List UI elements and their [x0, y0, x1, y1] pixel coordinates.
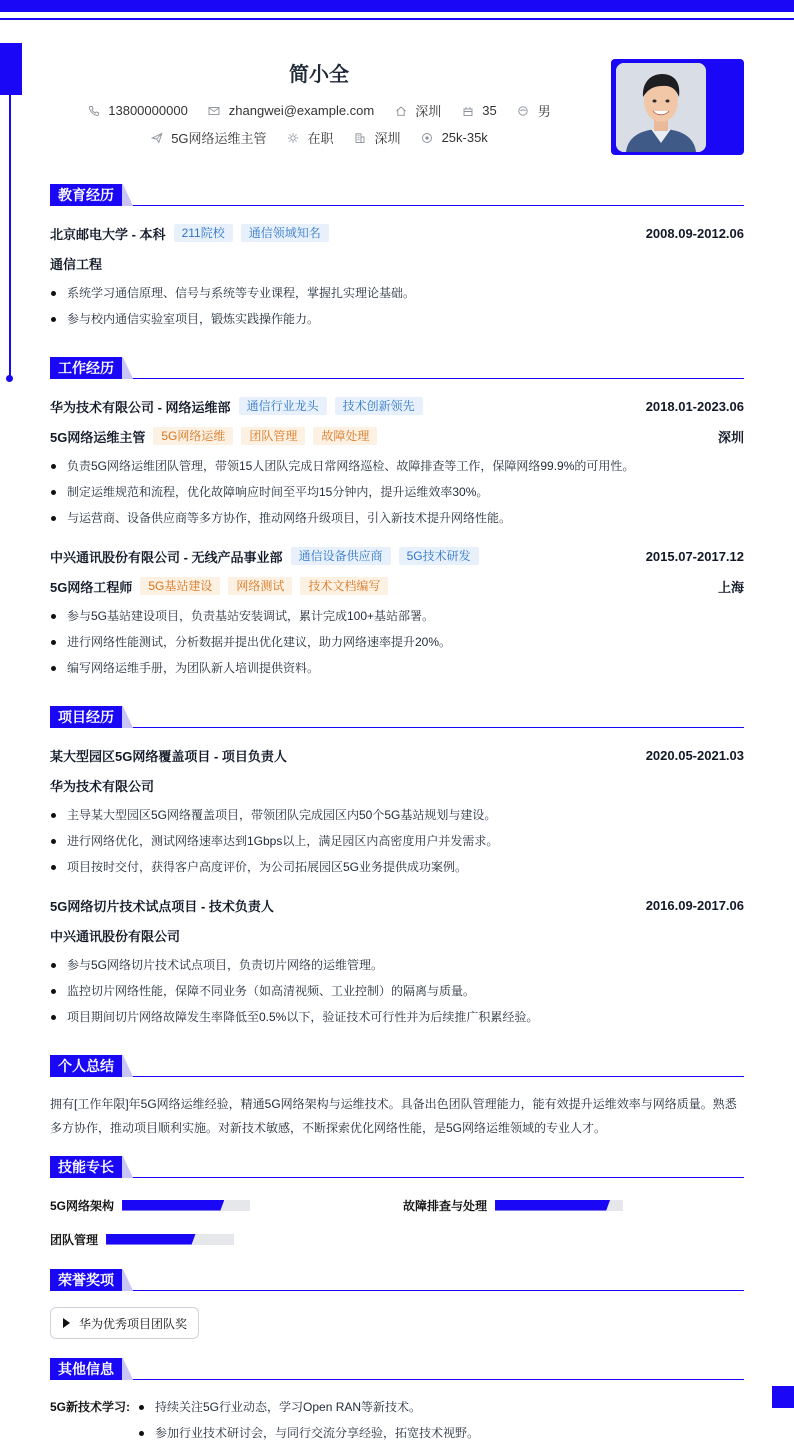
work-bullet: 参与5G基站建设项目，负责基站安装调试，累计完成100+基站部署。 — [50, 607, 744, 625]
top-accent-line — [0, 18, 794, 20]
caret-right-icon — [63, 1318, 70, 1328]
work-bullet: 制定运维规范和流程，优化故障响应时间至平均15分钟内，提升运维效率30%。 — [50, 483, 744, 501]
education-date: 2008.09-2012.06 — [645, 225, 744, 241]
skill-level-fill — [106, 1234, 196, 1245]
education-bullet: 参与校内通信实验室项目，锻炼实践操作能力。 — [50, 310, 744, 328]
role-tag: 故障处理 — [313, 427, 377, 445]
info-phone: 13800000000 — [87, 103, 188, 118]
award-item[interactable] — [50, 1307, 199, 1339]
info-location: 深圳 — [394, 101, 441, 120]
company-tag: 5G技术研发 — [399, 547, 479, 565]
project-title-row — [50, 745, 744, 765]
section-title: 个人总结 — [50, 1055, 122, 1077]
corner-accent-block — [772, 1386, 794, 1408]
skill-item — [50, 1230, 234, 1248]
candidate-name: 简小全 — [289, 64, 349, 86]
school-tag: 通信领域知名 — [241, 224, 329, 242]
project-bullet: 监控切片网络性能，保障不同业务（如高清视频、工业控制）的隔离与质量。 — [50, 982, 744, 1000]
section-title: 其他信息 — [50, 1358, 122, 1380]
education-row — [50, 223, 744, 243]
other-label: 5G新技术学习: — [50, 1400, 131, 1414]
summary-text: 拥有[工作年限]年5G网络运维经验，精通5G网络架构与运维技术。具备出色团队管理能力，能有效提升运维效率与网络质量。熟悉 多方协作，推动项目顺利实施。对新技术敏感，不断探索优化网络性能，是5G网络运维领域的专业人才。 — [50, 1097, 737, 1135]
skill-name: 5G网络架构 — [50, 1198, 115, 1213]
school-name: 北京邮电大学 - 本科 — [50, 226, 166, 242]
info-age: 35 — [461, 103, 496, 118]
major: 通信工程 — [50, 256, 103, 272]
gender-icon — [517, 104, 530, 117]
work-date: 2015.07-2017.12 — [645, 548, 744, 564]
home-icon — [394, 104, 407, 117]
section-education — [50, 184, 744, 206]
role-name: 5G网络工程师 — [50, 579, 133, 595]
company-tag: 通信设备供应商 — [291, 547, 391, 565]
work-bullet: 负责5G网络运维团队管理，带领15人团队完成日常网络巡检、故障排查等工作，保障网络99.9%的可用性。 — [50, 457, 744, 475]
info-status: 在职 — [287, 128, 334, 147]
skill-level-bar — [106, 1234, 234, 1245]
phone-icon — [87, 104, 100, 117]
project-title: 某大型园区5G网络覆盖项目 - 项目负责人 — [50, 748, 287, 764]
info-gender: 男 — [517, 101, 551, 120]
work-bullet: 与运营商、设备供应商等多方协作，推动网络升级项目，引入新技术提升网络性能。 — [50, 509, 744, 527]
project-date: 2016.09-2017.06 — [645, 897, 744, 913]
project-bullet: 参与5G网络切片技术试点项目，负责切片网络的运维管理。 — [50, 956, 744, 974]
skill-name: 团队管理 — [50, 1232, 99, 1247]
work-city: 深圳 — [717, 429, 744, 445]
education-bullet: 系统学习通信原理、信号与系统等专业课程，掌握扎实理论基础。 — [50, 284, 744, 302]
info-city: 深圳 — [354, 128, 401, 147]
company-tag: 技术创新领先 — [335, 397, 423, 415]
company-name: 中兴通讯股份有限公司 - 无线产品事业部 — [50, 549, 283, 565]
role-tag: 网络测试 — [228, 577, 292, 595]
email-icon — [208, 104, 221, 117]
project-title-row — [50, 895, 744, 915]
building-icon — [354, 131, 367, 144]
project-org-row — [50, 925, 744, 945]
contact-info-row — [0, 101, 638, 120]
school-tag: 211院校 — [174, 224, 233, 242]
other-bullet: 持续关注5G行业动态，学习Open RAN等新技术。 — [138, 1398, 738, 1416]
project-org: 中兴通讯股份有限公司 — [50, 928, 181, 944]
project-org: 华为技术有限公司 — [50, 778, 155, 794]
left-timeline-dot — [6, 375, 13, 382]
section-title: 工作经历 — [50, 357, 122, 379]
project-date: 2020.05-2021.03 — [645, 747, 744, 763]
role-tag: 5G网络运维 — [153, 427, 233, 445]
section-awards — [50, 1269, 744, 1291]
send-icon — [150, 131, 163, 144]
role-tag: 技术文档编写 — [300, 577, 388, 595]
work-city: 上海 — [717, 579, 744, 595]
work-company-row — [50, 546, 744, 566]
status-icon — [287, 131, 300, 144]
skill-level-fill — [122, 1200, 224, 1211]
work-role-row — [50, 426, 744, 446]
skill-level-fill — [495, 1200, 610, 1211]
company-name: 华为技术有限公司 - 网络运维部 — [50, 399, 231, 415]
work-date: 2018.01-2023.06 — [645, 398, 744, 414]
education-major-row — [50, 253, 744, 273]
section-title: 教育经历 — [50, 184, 122, 206]
work-company-row — [50, 396, 744, 416]
award-name: 华为优秀项目团队奖 — [79, 1316, 188, 1331]
section-title: 项目经历 — [50, 706, 122, 728]
work-role-row — [50, 576, 744, 596]
section-other — [50, 1358, 744, 1380]
info-salary: 25k-35k — [421, 130, 488, 145]
project-title: 5G网络切片技术试点项目 - 技术负责人 — [50, 898, 274, 914]
skill-level-bar — [122, 1200, 250, 1211]
section-work — [50, 357, 744, 379]
info-email: zhangwei@example.com — [208, 103, 374, 118]
work-bullet: 编写网络运维手册，为团队新人培训提供资料。 — [50, 659, 744, 677]
role-name: 5G网络运维主管 — [50, 429, 146, 445]
skill-item — [403, 1196, 623, 1214]
section-skills — [50, 1156, 744, 1178]
job-info-row — [0, 128, 638, 147]
role-tag: 团队管理 — [241, 427, 305, 445]
company-tag: 通信行业龙头 — [239, 397, 327, 415]
role-tag: 5G基站建设 — [140, 577, 220, 595]
money-icon — [421, 131, 434, 144]
top-accent-bar — [0, 0, 794, 12]
skill-level-bar — [495, 1200, 623, 1211]
section-summary — [50, 1055, 744, 1077]
section-title: 技能专长 — [50, 1156, 122, 1178]
project-bullet: 项目按时交付，获得客户高度评价，为公司拓展园区5G业务提供成功案例。 — [50, 858, 744, 876]
skill-item — [50, 1196, 250, 1214]
section-title: 荣誉奖项 — [50, 1269, 122, 1291]
project-bullet: 进行网络优化，测试网络速率达到1Gbps以上，满足园区内高密度用户并发需求。 — [50, 832, 744, 850]
other-bullet: 参加行业技术研讨会，与同行交流分享经验，拓宽技术视野。 — [138, 1424, 738, 1442]
profile-photo — [616, 63, 706, 152]
project-bullet: 主导某大型园区5G网络覆盖项目，带领团队完成园区内50个5G基站规划与建设。 — [50, 806, 744, 824]
section-projects — [50, 706, 744, 728]
info-position: 5G网络运维主管 — [150, 128, 266, 147]
skill-name: 故障排查与处理 — [403, 1198, 488, 1213]
work-bullet: 进行网络性能测试，分析数据并提出优化建议，助力网络速率提升20%。 — [50, 633, 744, 651]
calendar-icon — [461, 104, 474, 117]
project-bullet: 项目期间切片网络故障发生率降低至0.5%以下，验证技术可行性并为后续推广积累经验。 — [50, 1008, 744, 1026]
project-org-row — [50, 775, 744, 795]
